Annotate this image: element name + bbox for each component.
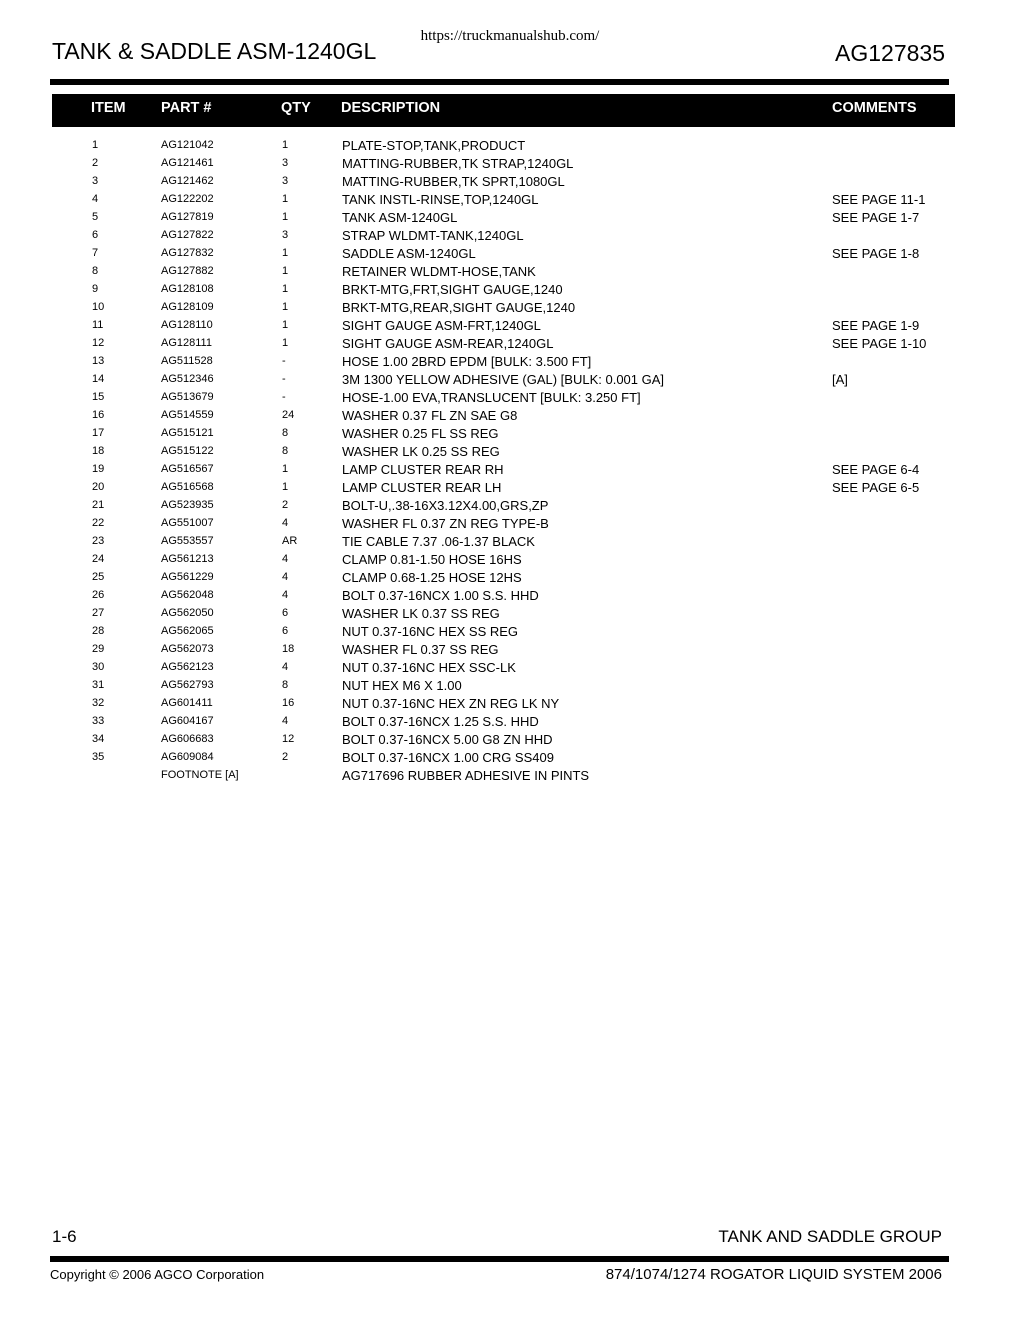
item-cell: 21 [92, 499, 105, 511]
column-header-comments: COMMENTS [832, 100, 917, 116]
item-cell: 16 [92, 409, 105, 421]
part-number-cell: AG514559 [161, 409, 214, 421]
description-cell: WASHER LK 0.25 SS REG [342, 444, 500, 459]
table-row [0, 586, 1020, 604]
part-number-cell: AG551007 [161, 517, 214, 529]
table-row [0, 550, 1020, 568]
table-row [0, 406, 1020, 424]
item-cell: 1 [92, 139, 99, 151]
item-cell: 32 [92, 697, 105, 709]
qty-cell: 1 [282, 301, 289, 313]
page-title: TANK & SADDLE ASM-1240GL [52, 38, 377, 64]
footer-rule [50, 1256, 949, 1262]
part-number-cell: AG128108 [161, 283, 214, 295]
column-header-item: ITEM [91, 100, 126, 116]
qty-cell: - [282, 373, 286, 385]
qty-cell: 24 [282, 409, 295, 421]
table-row [0, 748, 1020, 766]
description-cell: TANK ASM-1240GL [342, 210, 458, 225]
table-row [0, 640, 1020, 658]
part-number-cell: AG128110 [161, 319, 213, 331]
qty-cell: 1 [282, 319, 289, 331]
table-row [0, 388, 1020, 406]
item-cell: 9 [92, 283, 99, 295]
table-row [0, 514, 1020, 532]
item-cell: 17 [92, 427, 105, 439]
description-cell: BOLT 0.37-16NCX 1.25 S.S. HHD [342, 714, 539, 729]
description-cell: SADDLE ASM-1240GL [342, 246, 476, 261]
table-row [0, 190, 1020, 208]
qty-cell: 4 [282, 661, 289, 673]
table-row [0, 424, 1020, 442]
table-row [0, 334, 1020, 352]
header-rule [50, 79, 949, 85]
part-number-cell: AG512346 [161, 373, 214, 385]
table-row [0, 712, 1020, 730]
part-number-cell: AG604167 [161, 715, 214, 727]
qty-cell: - [282, 355, 286, 367]
item-cell: 29 [92, 643, 105, 655]
table-row [0, 442, 1020, 460]
part-number-cell: AG601411 [161, 697, 213, 709]
qty-cell: 4 [282, 589, 289, 601]
description-cell: PLATE-STOP,TANK,PRODUCT [342, 138, 526, 153]
part-number-cell: AG562048 [161, 589, 214, 601]
part-number-cell: AG127832 [161, 247, 214, 259]
description-cell: CLAMP 0.81-1.50 HOSE 16HS [342, 552, 522, 567]
part-number-cell: AG562050 [161, 607, 214, 619]
part-number-cell: AG515121 [161, 427, 214, 439]
page-number: 1-6 [52, 1227, 77, 1246]
table-row [0, 532, 1020, 550]
table-row [0, 730, 1020, 748]
table-row [0, 262, 1020, 280]
item-cell: 30 [92, 661, 105, 673]
item-cell: 20 [92, 481, 105, 493]
comment-cell: SEE PAGE 1-10 [832, 336, 927, 351]
qty-cell: 4 [282, 517, 289, 529]
item-cell: 27 [92, 607, 105, 619]
item-cell: 19 [92, 463, 105, 475]
description-cell: LAMP CLUSTER REAR LH [342, 480, 502, 495]
column-header-qty: QTY [281, 100, 311, 116]
part-number-cell: AG127822 [161, 229, 214, 241]
table-row [0, 496, 1020, 514]
table-row [0, 568, 1020, 586]
description-cell: HOSE-1.00 EVA,TRANSLUCENT [BULK: 3.250 FT] [342, 390, 641, 405]
part-number-cell: AG606683 [161, 733, 214, 745]
qty-cell: 12 [282, 733, 295, 745]
column-header-description: DESCRIPTION [341, 100, 441, 116]
qty-cell: 1 [282, 337, 289, 349]
qty-cell: 4 [282, 715, 289, 727]
item-cell: 18 [92, 445, 105, 457]
description-cell: SIGHT GAUGE ASM-FRT,1240GL [342, 318, 541, 333]
table-row [0, 208, 1020, 226]
qty-cell: 4 [282, 571, 289, 583]
table-header [52, 94, 955, 127]
description-cell: WASHER FL 0.37 ZN REG TYPE-B [342, 516, 549, 531]
qty-cell: 1 [282, 283, 289, 295]
qty-cell: 8 [282, 427, 289, 439]
table-row [0, 460, 1020, 478]
item-cell: 4 [92, 193, 99, 205]
system-name: 874/1074/1274 ROGATOR LIQUID SYSTEM 2006 [605, 1266, 942, 1283]
description-cell: BRKT-MTG,REAR,SIGHT GAUGE,1240 [342, 300, 576, 315]
item-cell: 3 [92, 175, 99, 187]
comment-cell: SEE PAGE 1-9 [832, 318, 920, 333]
qty-cell: 16 [282, 697, 295, 709]
item-cell: 26 [92, 589, 105, 601]
description-cell: BOLT-U,.38-16X3.12X4.00,GRS,ZP [342, 498, 549, 513]
column-header-part: PART # [161, 100, 212, 116]
comment-cell: SEE PAGE 1-8 [832, 246, 920, 261]
qty-cell: 8 [282, 679, 289, 691]
description-cell: NUT 0.37-16NC HEX SS REG [342, 624, 519, 639]
table-row [0, 370, 1020, 388]
table-row [0, 316, 1020, 334]
qty-cell: 3 [282, 229, 289, 241]
table-row [0, 604, 1020, 622]
item-cell: 22 [92, 517, 105, 529]
part-number-cell: AG562123 [161, 661, 214, 673]
table-row [0, 154, 1020, 172]
item-cell: 28 [92, 625, 105, 637]
description-cell: NUT 0.37-16NC HEX SSC-LK [342, 660, 516, 675]
part-number-cell: AG561213 [161, 553, 214, 565]
description-cell: BOLT 0.37-16NCX 5.00 G8 ZN HHD [342, 732, 553, 747]
qty-cell: 1 [282, 193, 289, 205]
part-number-cell: AG561229 [161, 571, 214, 583]
description-cell: BRKT-MTG,FRT,SIGHT GAUGE,1240 [342, 282, 563, 297]
item-cell: 15 [92, 391, 105, 403]
description-cell: WASHER FL 0.37 SS REG [342, 642, 499, 657]
table-row [0, 226, 1020, 244]
table-row [0, 172, 1020, 190]
qty-cell: 6 [282, 625, 289, 637]
copyright: Copyright © 2006 AGCO Corporation [50, 1267, 265, 1282]
comment-cell: SEE PAGE 6-5 [832, 480, 920, 495]
part-number-cell: AG523935 [161, 499, 214, 511]
description-cell: STRAP WLDMT-TANK,1240GL [342, 228, 524, 243]
part-number-cell: AG122202 [161, 193, 214, 205]
description-cell: MATTING-RUBBER,TK STRAP,1240GL [342, 156, 574, 171]
item-cell: 6 [92, 229, 99, 241]
assembly-part-number: AG127835 [835, 40, 945, 66]
description-cell: WASHER LK 0.37 SS REG [342, 606, 500, 621]
item-cell: 7 [92, 247, 99, 259]
qty-cell: 1 [282, 211, 289, 223]
description-cell: NUT 0.37-16NC HEX ZN REG LK NY [342, 696, 560, 711]
qty-cell: 6 [282, 607, 289, 619]
item-cell: 14 [92, 373, 105, 385]
qty-cell: AR [282, 535, 298, 547]
part-number-cell: AG515122 [161, 445, 214, 457]
item-cell: 24 [92, 553, 105, 565]
item-cell: 13 [92, 355, 105, 367]
item-cell: 23 [92, 535, 105, 547]
qty-cell: 1 [282, 247, 289, 259]
comment-cell: SEE PAGE 1-7 [832, 210, 920, 225]
table-row [0, 622, 1020, 640]
qty-cell: 18 [282, 643, 295, 655]
description-cell: TIE CABLE 7.37 .06-1.37 BLACK [342, 534, 535, 549]
qty-cell: 1 [282, 481, 289, 493]
part-number-cell: AG562065 [161, 625, 214, 637]
part-number-cell: AG562073 [161, 643, 214, 655]
table-row [0, 298, 1020, 316]
part-number-cell: AG609084 [161, 751, 214, 763]
description-cell: MATTING-RUBBER,TK SPRT,1080GL [342, 174, 565, 189]
source-url[interactable]: https://truckmanualshub.com/ [420, 28, 600, 44]
part-number-cell: AG553557 [161, 535, 214, 547]
table-row [0, 676, 1020, 694]
table-row [0, 244, 1020, 262]
item-cell: 34 [92, 733, 105, 745]
qty-cell: 2 [282, 751, 289, 763]
part-number-cell: AG511528 [161, 355, 213, 367]
table-row [0, 694, 1020, 712]
part-number-cell: AG121461 [161, 157, 214, 169]
table-row [0, 136, 1020, 154]
description-cell: BOLT 0.37-16NCX 1.00 CRG SS409 [342, 750, 554, 765]
item-cell: 35 [92, 751, 105, 763]
qty-cell: - [282, 391, 286, 403]
description-cell: NUT HEX M6 X 1.00 [342, 678, 462, 693]
table-row [0, 766, 1020, 784]
item-cell: 5 [92, 211, 99, 223]
qty-cell: 2 [282, 499, 289, 511]
description-cell: CLAMP 0.68-1.25 HOSE 12HS [342, 570, 522, 585]
description-cell: HOSE 1.00 2BRD EPDM [BULK: 3.500 FT] [342, 354, 592, 369]
description-cell: LAMP CLUSTER REAR RH [342, 462, 504, 477]
qty-cell: 1 [282, 139, 289, 151]
description-cell: SIGHT GAUGE ASM-REAR,1240GL [342, 336, 554, 351]
item-cell: 33 [92, 715, 105, 727]
description-cell: RETAINER WLDMT-HOSE,TANK [342, 264, 536, 279]
table-row [0, 352, 1020, 370]
part-number-cell: AG562793 [161, 679, 214, 691]
qty-cell: 1 [282, 463, 289, 475]
description-cell: 3M 1300 YELLOW ADHESIVE (GAL) [BULK: 0.001 GA] [342, 372, 665, 387]
table-row [0, 478, 1020, 496]
qty-cell: 3 [282, 157, 289, 169]
part-number-cell: AG121042 [161, 139, 214, 151]
comment-cell: SEE PAGE 6-4 [832, 462, 920, 477]
part-number-cell: AG127882 [161, 265, 214, 277]
part-number-cell: AG128111 [161, 337, 212, 349]
part-number-cell: AG121462 [161, 175, 214, 187]
comment-cell: [A] [832, 372, 848, 387]
item-cell: 2 [92, 157, 99, 169]
description-cell: BOLT 0.37-16NCX 1.00 S.S. HHD [342, 588, 539, 603]
table-row [0, 658, 1020, 676]
item-cell: 8 [92, 265, 99, 277]
table-row [0, 280, 1020, 298]
group-name: TANK AND SADDLE GROUP [718, 1227, 942, 1246]
item-cell: 12 [92, 337, 105, 349]
part-number-cell: AG516567 [161, 463, 214, 475]
description-cell: AG717696 RUBBER ADHESIVE IN PINTS [342, 768, 590, 783]
description-cell: TANK INSTL-RINSE,TOP,1240GL [342, 192, 539, 207]
parts-table-body [0, 136, 1020, 784]
comment-cell: SEE PAGE 11-1 [832, 192, 926, 207]
part-number-cell: AG127819 [161, 211, 214, 223]
qty-cell: 3 [282, 175, 289, 187]
item-cell: 31 [92, 679, 105, 691]
description-cell: WASHER 0.25 FL SS REG [342, 426, 499, 441]
qty-cell: 1 [282, 265, 289, 277]
part-number-cell: AG128109 [161, 301, 214, 313]
part-number-cell: AG516568 [161, 481, 214, 493]
part-number-cell: AG513679 [161, 391, 214, 403]
description-cell: WASHER 0.37 FL ZN SAE G8 [342, 408, 518, 423]
item-cell: 10 [92, 301, 105, 313]
part-number-cell: FOOTNOTE [A] [161, 769, 239, 781]
item-cell: 11 [92, 319, 104, 331]
item-cell: 25 [92, 571, 105, 583]
qty-cell: 8 [282, 445, 289, 457]
qty-cell: 4 [282, 553, 289, 565]
